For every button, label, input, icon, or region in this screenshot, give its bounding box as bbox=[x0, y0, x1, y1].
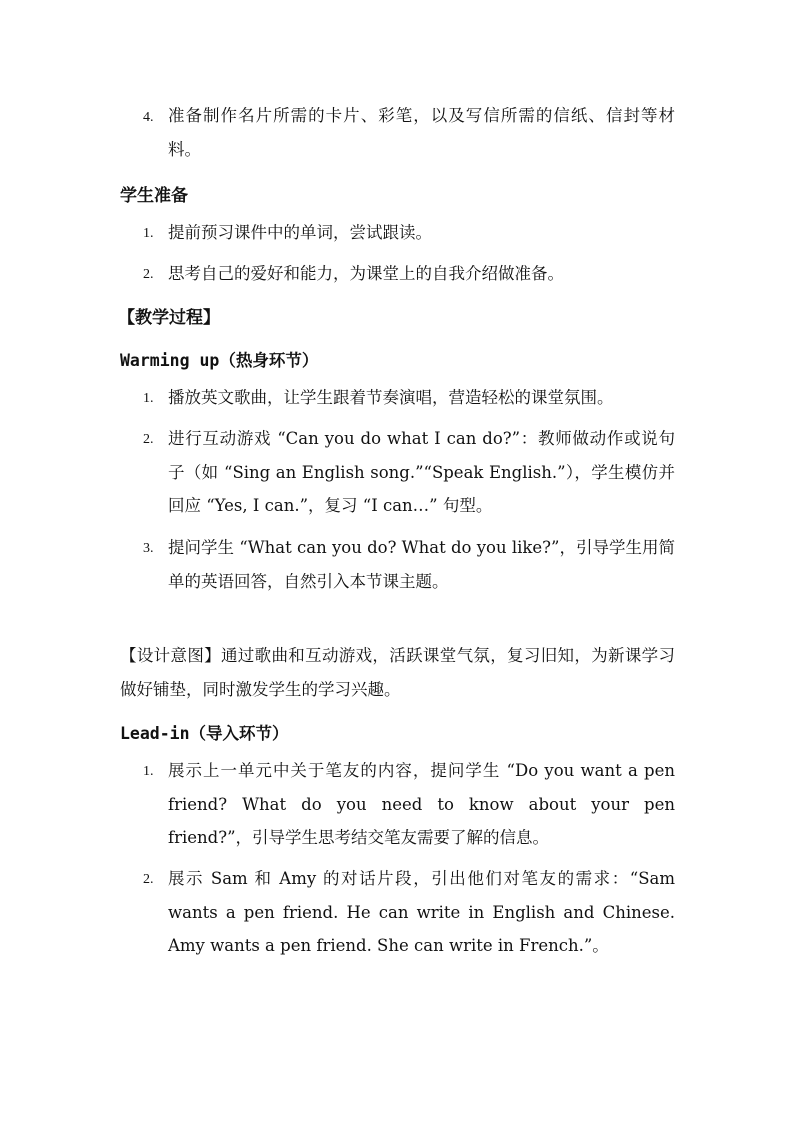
list-item-text: 展示 Sam 和 Amy 的对话片段，引出他们对笔友的需求：“Sam wants a pen friend. He can write in English and Chinese. Amy wants a pen friend. She can write in French.”。 bbox=[168, 869, 675, 955]
list-number: 3. bbox=[143, 541, 154, 556]
list-number: 2. bbox=[143, 432, 154, 447]
list-number: 1. bbox=[143, 226, 154, 241]
section-heading-lead-in: Lead-in（导入环节） bbox=[120, 724, 289, 743]
list-item-text: 进行互动游戏 “Can you do what I can do?”：教师做动作或说句子（如 “Sing an English song.”“Speak English.”），学生模仿并回应 “Yes, I can.”，复习 “I can…” 句型。 bbox=[168, 429, 675, 515]
list-item-text: 思考自己的爱好和能力，为课堂上的自我介绍做准备。 bbox=[168, 264, 564, 283]
section-heading-student-prep: 学生准备 bbox=[120, 186, 188, 206]
section-heading-warming-up: Warming up（热身环节） bbox=[120, 351, 319, 370]
list-item-text: 提问学生 “What can you do? What do you like?”，引导学生用简单的英语回答，自然引入本节课主题。 bbox=[168, 538, 675, 591]
list-number: 2. bbox=[143, 267, 154, 282]
list-item-text: 准备制作名片所需的卡片、彩笔，以及写信所需的信纸、信封等材料。 bbox=[168, 106, 675, 159]
list-item-text: 展示上一单元中关于笔友的内容，提问学生 “Do you want a pen friend? What do you need to know about your pen friend?”，引导学生思考结交笔友需要了解的信息。 bbox=[168, 761, 675, 847]
design-intent-paragraph: 【设计意图】通过歌曲和互动游戏，活跃课堂气氛，复习旧知，为新课学习做好铺垫，同时激发学生的学习兴趣。 bbox=[120, 646, 675, 699]
list-number: 1. bbox=[143, 764, 154, 779]
list-number: 4. bbox=[143, 110, 154, 125]
list-item-text: 提前预习课件中的单词，尝试跟读。 bbox=[168, 223, 432, 242]
list-item-text: 播放英文歌曲，让学生跟着节奏演唱，营造轻松的课堂氛围。 bbox=[168, 388, 614, 407]
list-number: 2. bbox=[143, 872, 154, 887]
section-heading-teaching-process: 【教学过程】 bbox=[118, 308, 220, 328]
list-number: 1. bbox=[143, 391, 154, 406]
